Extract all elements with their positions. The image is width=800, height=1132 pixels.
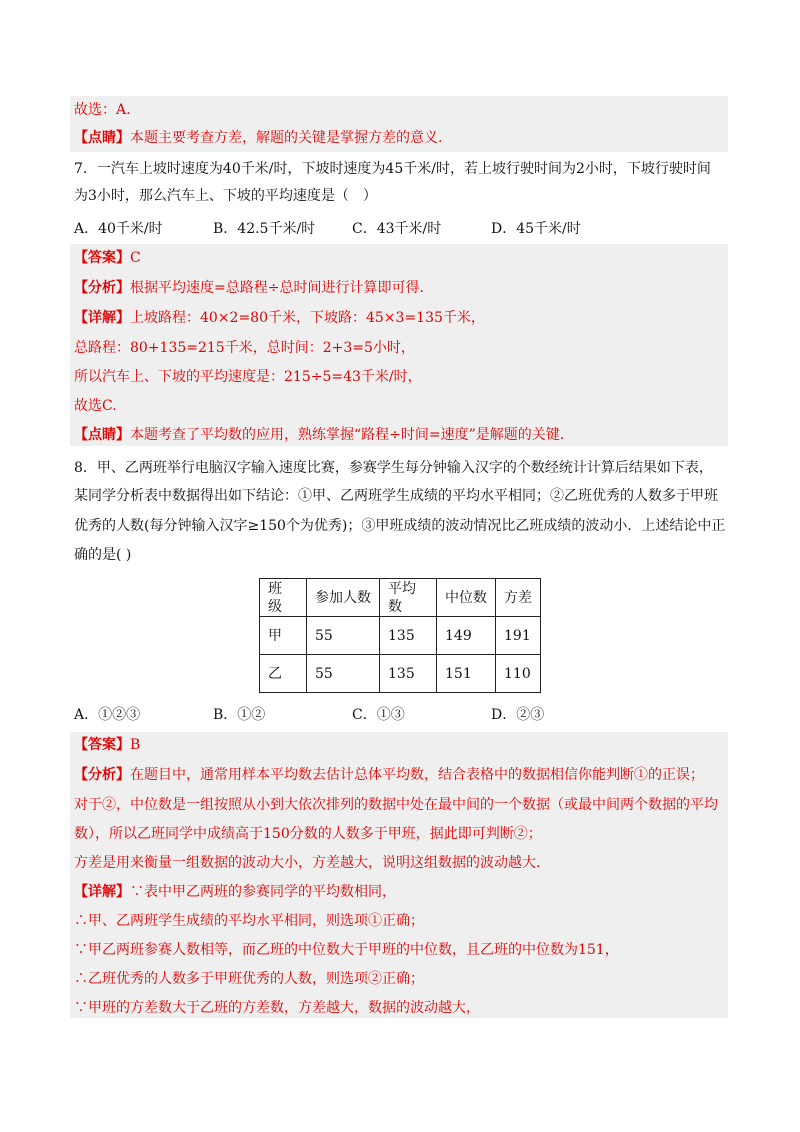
comment-tag: 【点睛】	[74, 130, 130, 146]
q8-analysis-line-3: 数），所以乙班同学中成绩高于150分数的人数多于甲班，据此即可判断②；	[74, 826, 542, 842]
table-cell: 55	[307, 617, 380, 655]
q8-detail-line-5: ∵甲班的方差数大于乙班的方差数，方差越大，数据的波动越大，	[74, 1000, 480, 1016]
answer-tag: 【答案】	[74, 737, 130, 753]
header-variance: 方差	[496, 579, 541, 617]
header-class: 班 级	[260, 579, 307, 617]
score-table	[259, 578, 541, 693]
q8-stem-line-3: 优秀的人数(每分钟输入汉字≥150个为优秀)；③甲班成绩的波动情况比乙班成绩的波动小．上述结论中正	[74, 518, 726, 534]
q8-detail-line-3: ∵甲乙两班参赛人数相等，而乙班的中位数大于甲班的中位数，且乙班的中位数为151，	[74, 942, 619, 958]
analysis-tag: 【分析】	[74, 767, 130, 783]
q6-choice: 故选：A.	[74, 102, 131, 118]
table-cell: 乙	[260, 655, 307, 693]
detail-tag: 【详解】	[74, 310, 130, 326]
detail-text: ∵表中甲乙两班的参赛同学的平均数相同，	[130, 884, 396, 900]
q8-stem-line-2: 某同学分析表中数据得出如下结论：①甲、乙两班学生成绩的平均水平相同；②乙班优秀的人数多于甲班	[74, 488, 718, 504]
analysis-text: 在题目中，通常用样本平均数去估计总体平均数，结合表格中的数据相信你能判断①的正误；	[130, 767, 704, 783]
q7-option-b: B．42.5千米/时	[213, 221, 316, 237]
q8-option-c: C．①③	[352, 707, 405, 723]
q8-option-a: A．①②③	[74, 707, 141, 723]
q7-comment	[74, 425, 564, 445]
answer-value: C	[130, 250, 141, 266]
q7-analysis	[74, 278, 424, 298]
q8-stem-line-1: 8．甲、乙两班举行电脑汉字输入速度比赛，参赛学生每分钟输入汉字的个数经统计计算后结果如下表，	[74, 460, 713, 476]
q7-stem-line-2: 为3小时，那么汽车上、下坡的平均速度是（ ）	[74, 188, 377, 204]
table-cell: 55	[307, 655, 380, 693]
analysis-text: 根据平均速度=总路程÷总时间进行计算即可得.	[130, 280, 424, 296]
table-header-row	[260, 579, 541, 617]
q7-detail-line-4: 故选C.	[74, 398, 117, 414]
comment-tag: 【点睛】	[74, 427, 130, 443]
table-row	[260, 655, 541, 693]
detail-tag: 【详解】	[74, 884, 130, 900]
header-median: 中位数	[437, 579, 496, 617]
q8-stem-line-4: 确的是( )	[74, 547, 132, 563]
answer-value: B	[130, 737, 141, 753]
table-cell: 151	[437, 655, 496, 693]
comment-text: 本题考查了平均数的应用，熟练掌握“路程÷时间=速度”是解题的关键.	[130, 427, 565, 443]
table-cell: 甲	[260, 617, 307, 655]
q8-analysis-line-4: 方差是用来衡量一组数据的波动大小，方差越大，说明这组数据的波动越大.	[74, 855, 541, 871]
table-row	[260, 617, 541, 655]
q7-stem-line-1: 7．一汽车上坡时速度为40千米/时，下坡时速度为45千米/时，若上坡行驶时间为2小时，下坡行驶时间	[74, 161, 711, 177]
answer-tag: 【答案】	[74, 250, 130, 266]
table-cell: 135	[380, 655, 437, 693]
q8-option-d: D．②③	[491, 707, 545, 723]
header-mean: 平均 数	[380, 579, 437, 617]
table-cell: 135	[380, 617, 437, 655]
q7-answer	[74, 248, 141, 268]
q7-detail-line-2: 总路程：80+135=215千米，总时间：2+3=5小时，	[74, 340, 415, 356]
q7-detail-line-1	[74, 308, 485, 328]
detail-text: 上坡路程：40×2=80千米，下坡路：45×3=135千米，	[130, 310, 485, 326]
table-cell: 110	[496, 655, 541, 693]
q8-detail-line-1	[74, 882, 396, 902]
q7-option-a: A．40千米/时	[74, 221, 163, 237]
q8-option-b: B．①②	[213, 707, 266, 723]
q7-option-c: C．43千米/时	[352, 221, 442, 237]
q8-detail-line-4: ∴乙班优秀的人数多于甲班优秀的人数，则选项②正确；	[74, 971, 424, 987]
analysis-tag: 【分析】	[74, 280, 130, 296]
table-cell: 191	[496, 617, 541, 655]
q8-answer	[74, 735, 140, 755]
table-cell: 149	[437, 617, 496, 655]
q6-comment	[74, 128, 442, 148]
q8-analysis-line-2: 对于②，中位数是一组按照从小到大依次排列的数据中处在最中间的一个数据（或最中间两个数据的平均	[74, 797, 718, 813]
comment-text: 本题主要考查方差，解题的关键是掌握方差的意义.	[130, 130, 443, 146]
q8-detail-line-2: ∴甲、乙两班学生成绩的平均水平相同，则选项①正确；	[74, 913, 424, 929]
header-participants: 参加人数	[307, 579, 380, 617]
q7-detail-line-3: 所以汽车上、下坡的平均速度是：215÷5=43千米/时，	[74, 369, 422, 385]
q7-option-d: D．45千米/时	[491, 221, 581, 237]
q8-analysis-line-1	[74, 765, 704, 785]
